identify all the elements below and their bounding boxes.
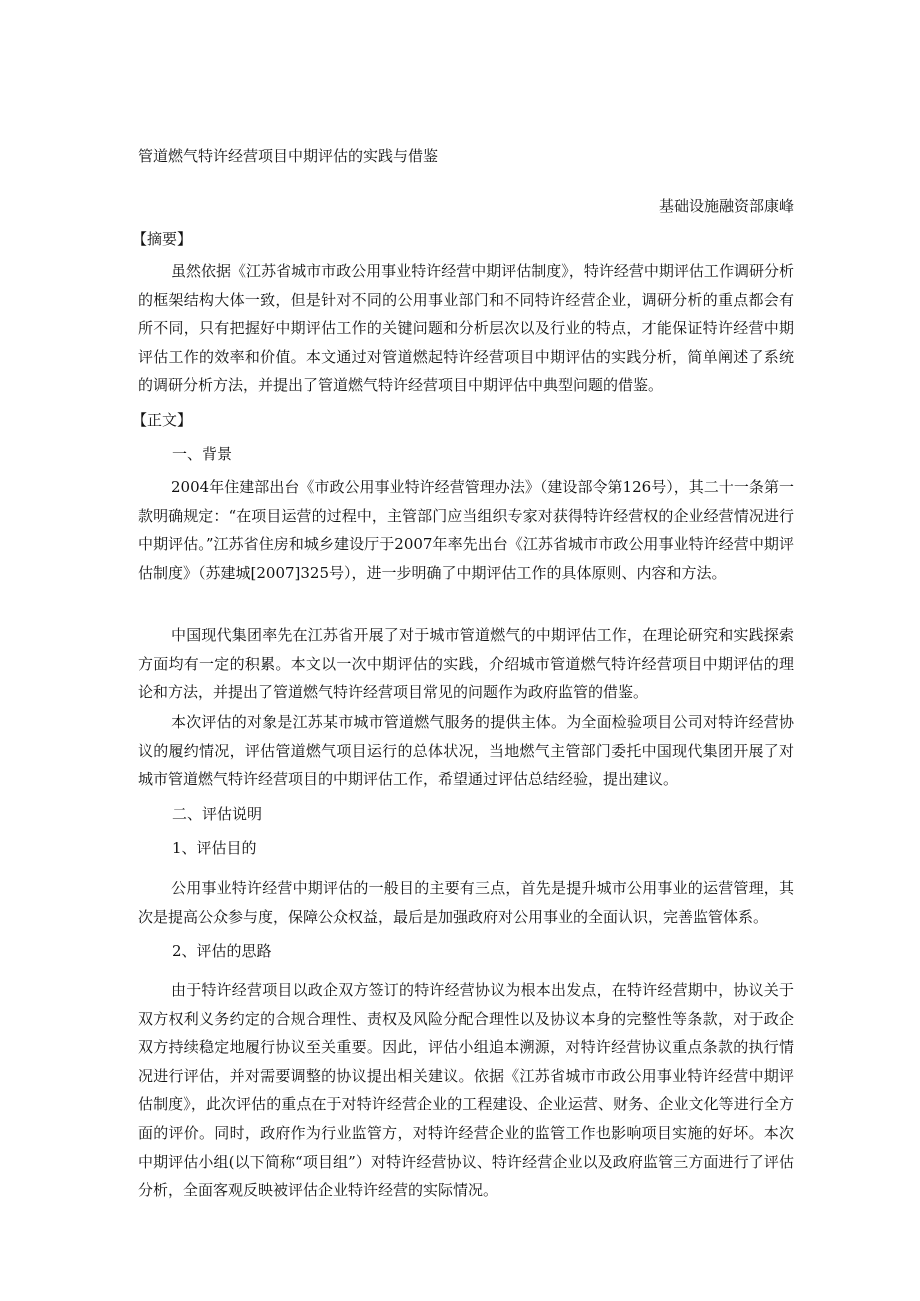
section-1-paragraph-2: 中国现代集团率先在江苏省开展了对于城市管道燃气的中期评估工作，在理论研究和实践探索方面均有一定的积累。本文以一次中期评估的实践，介绍城市管道燃气特许经营项目中期评估的理论和方法，并提出了管道燃气特许经营项目常见的问题作为政府监管的借鉴。 <box>138 626 794 702</box>
subsection-2-paragraph: 由于特许经营项目以政企双方签订的特许经营协议为根本出发点，在特许经营期中，协议关于双方权利义务约定的合规合理性、责权及风险分配合理性以及协议本身的完整性等条款，对于政企双方持续稳定地履行协议至关重要。因此，评估小组追本溯源，对特许经营协议重点条款的执行情况进行评估，并对需要调整的协议提出相关建议。依据《江苏省城市市政公用事业特许经营中期评估制度》，此次评估的重点在于对特许经营企业的工程建设、企业运营、财务、企业文化等进行全方面的评价。同时，政府作为行业监管方，对特许经营企业的监管工作也影响项目实施的好坏。本次中期评估小组(以下简称“项目组”）对特许经营协议、特许经营企业以及政府监管三方面进行了评估分析，全面客观反映被评估企业特许经营的实际情况。 <box>138 981 794 1200</box>
subsection-2-heading: 2、评估的思路 <box>172 942 272 960</box>
section-2-heading: 二、评估说明 <box>172 805 263 823</box>
subsection-1-paragraph: 公用事业特许经营中期评估的一般目的主要有三点，首先是提升城市公用事业的运营管理，其次是提高公众参与度，保障公众权益，最后是加强政府对公用事业的全面认识，完善监管体系。 <box>138 879 794 926</box>
abstract-label: 【摘要】 <box>132 230 193 248</box>
document-author: 基础设施融资部康峰 <box>658 197 794 215</box>
section-1-paragraph-3: 本次评估的对象是江苏某市城市管道燃气服务的提供主体。为全面检验项目公司对特许经营协议的履约情况，评估管道燃气项目运行的总体状况，当地燃气主管部门委托中国现代集团开展了对城市管道燃气特许经营项目的中期评估工作，希望通过评估总结经验，提出建议。 <box>138 713 794 789</box>
section-1-heading: 一、背景 <box>172 445 233 463</box>
document-title: 管道燃气特许经营项目中期评估的实践与借鉴 <box>138 147 439 165</box>
abstract-paragraph: 虽然依据《江苏省城市市政公用事业特许经营中期评估制度》，特许经营中期评估工作调研分析的框架结构大体一致，但是针对不同的公用事业部门和不同特许经营企业，调研分析的重点都会有所不同，只有把握好中期评估工作的关键问题和分析层次以及行业的特点，才能保证特许经营中期评估工作的效率和价值。本文通过对管道燃起特许经营项目中期评估的实践分析，简单阐述了系统的调研分析方法，并提出了管道燃气特许经营项目中期评估中典型问题的借鉴。 <box>138 262 794 395</box>
section-1-paragraph-1: 2004年住建部出台《市政公用事业特许经营管理办法》（建设部令第126号），其二十一条第一款明确规定：“在项目运营的过程中，主管部门应当组织专家对获得特许经营权的企业经营情况进行中期评估。”江苏省住房和城乡建设厅于2007年率先出台《江苏省城市市政公用事业特许经营中期评估制度》（苏建城[2007]325号），进一步明确了中期评估工作的具体原则、内容和方法。 <box>138 478 794 582</box>
subsection-1-heading: 1、评估目的 <box>172 839 257 857</box>
body-label: 【正文】 <box>132 411 193 429</box>
